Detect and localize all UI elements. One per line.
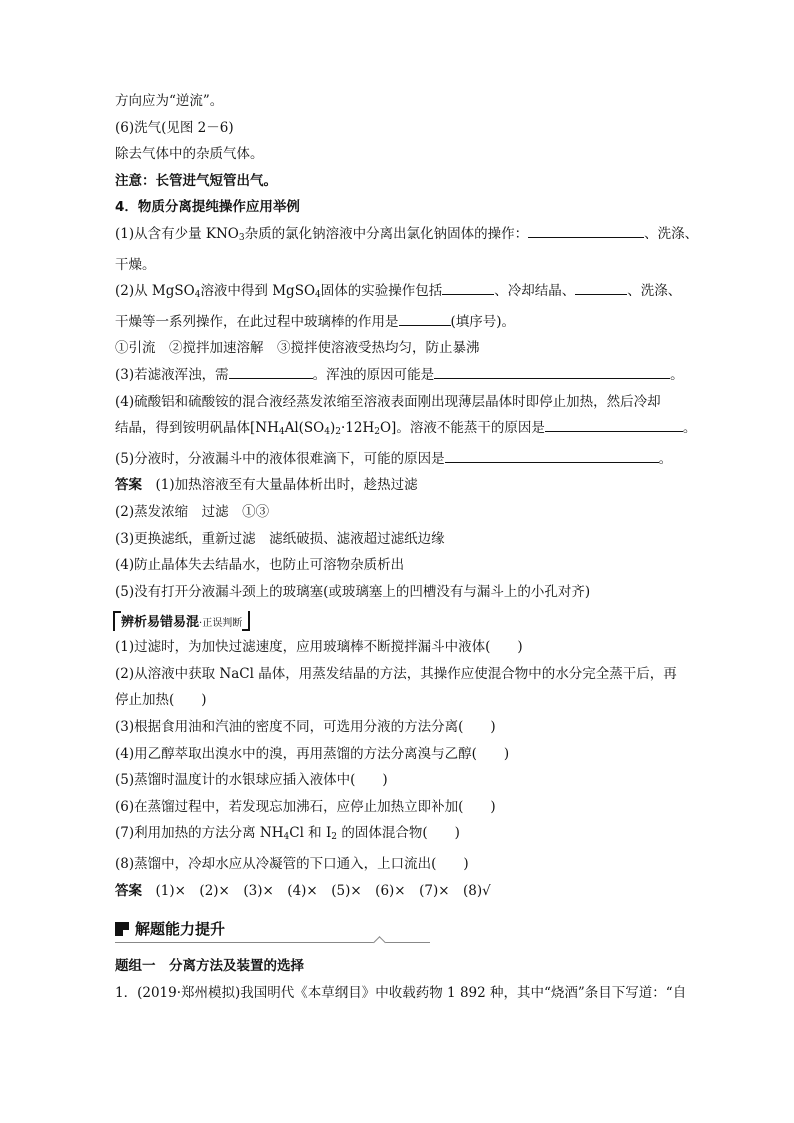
answer-line: (4)防止晶体失去结晶水，也防止可溶物杂质析出 [115,557,405,574]
document-page [115,88,699,1006]
options-line: ①引流 ②搅拌加速溶解 ③搅拌使溶液受热均匀，防止暴沸 [115,340,480,357]
judge-item: (6)在蒸馏过程中，若发现忘加沸石，应停止加热立即补加( ) [115,798,496,815]
answer-blank[interactable] [575,280,627,295]
judge-item: (5)蒸馏时温度计的水银球应插入液体中( ) [115,772,388,789]
question-line: (4)硫酸铝和硫酸铵的混合液经蒸发浓缩至溶液表面刚出现薄层晶体时即停止加热，然后冷却 [115,393,661,410]
answer-blank[interactable] [434,364,670,379]
question-line: (1)从含有少量 $KNO_3$杂质的氯化钠溶液中分离出氯化钠固体的操作： 、洗涤、 [115,221,685,252]
ability-section-title: 解题能力提升 [115,918,685,939]
judge-item: (7)利用加热的方法分离 $NH_4Cl$ 和 $I_2$ 的固体混合物( ) [115,825,460,843]
answer-line: (2)蒸发浓缩 过滤 ①③ [115,503,270,520]
group-title: 题组一 分离方法及装置的选择 [115,958,304,975]
question-line: 干燥。 [115,256,156,273]
answer-blank[interactable] [445,448,659,463]
question-line: (2)从 MgSO$_4$溶液中得到 MgSO$_4$固体的实验操作包括 、冷却结晶、 、洗涤、 [115,278,685,309]
answer-blank[interactable] [528,223,644,238]
judge-item: (8)蒸馏中，冷却水应从冷凝管的下口通入，上口流出( ) [115,856,469,873]
question-line: 干燥等一系列操作，在此过程中玻璃棒的作用是 (填序号)。 [115,309,685,336]
answer-line: (5)没有打开分液漏斗颈上的玻璃塞(或玻璃塞上的凹槽没有与漏斗上的小孔对齐) [115,583,591,600]
section-heading: 4．物质分离提纯操作应用举例 [115,199,300,216]
answer-line: 答案 (1)加热溶液至有大量晶体析出时，趁热过滤 [115,477,418,494]
text-line: (6)洗气(见图 2－6) [115,119,234,136]
square-icon [115,922,129,936]
question-line: 1．(2019·郑州模拟)我国明代《本草纲目》中收载药物 1 892 种，其中“烧酒”条目下写道：“自 [115,984,687,1001]
judge-item: (2)从溶液中获取 NaCl 晶体，用蒸发结晶的方法，其操作应使混合物中的水分完全蒸干后，再 [115,665,677,682]
answer-line: (3)更换滤纸，重新过滤 滤纸破损、滤液超过滤纸边缘 [115,530,445,547]
answer-line: 答案 (1)× (2)× (3)× (4)× (5)× (6)× (7)× (8)√ [115,882,491,899]
question-line: 结晶，得到铵明矾晶体$[NH_4Al(SO_4)_2\cdot 12H_2O]$。溶液不能蒸干的原因是 。 [115,415,685,446]
question-line: (3)若滤液浑浊，需 。浑浊的原因可能是 。 [115,362,685,389]
judge-item: (3)根据食用油和汽油的密度不同，可选用分液的方法分离( ) [115,719,496,736]
judge-item: 停止加热( ) [115,692,207,709]
text-line: 除去气体中的杂质气体。 [115,146,264,163]
judge-heading: 辨析易错易混·正误判断 [115,611,248,630]
judge-item: (1)过滤时，为加快过滤速度，应用玻璃棒不断搅拌漏斗中液体( ) [115,639,523,656]
note-line: 注意：长管进气短管出气。 [115,172,277,189]
answer-blank[interactable] [545,417,683,432]
answer-blank[interactable] [399,311,451,326]
answer-blank[interactable] [229,364,313,379]
judge-item: (4)用乙醇萃取出溴水中的溴，再用蒸馏的方法分离溴与乙醇( ) [115,745,510,762]
question-line: (5)分液时，分液漏斗中的液体很难滴下，可能的原因是 。 [115,446,685,473]
answer-blank[interactable] [442,280,494,295]
text-line: 方向应为“逆流”。 [115,93,224,109]
